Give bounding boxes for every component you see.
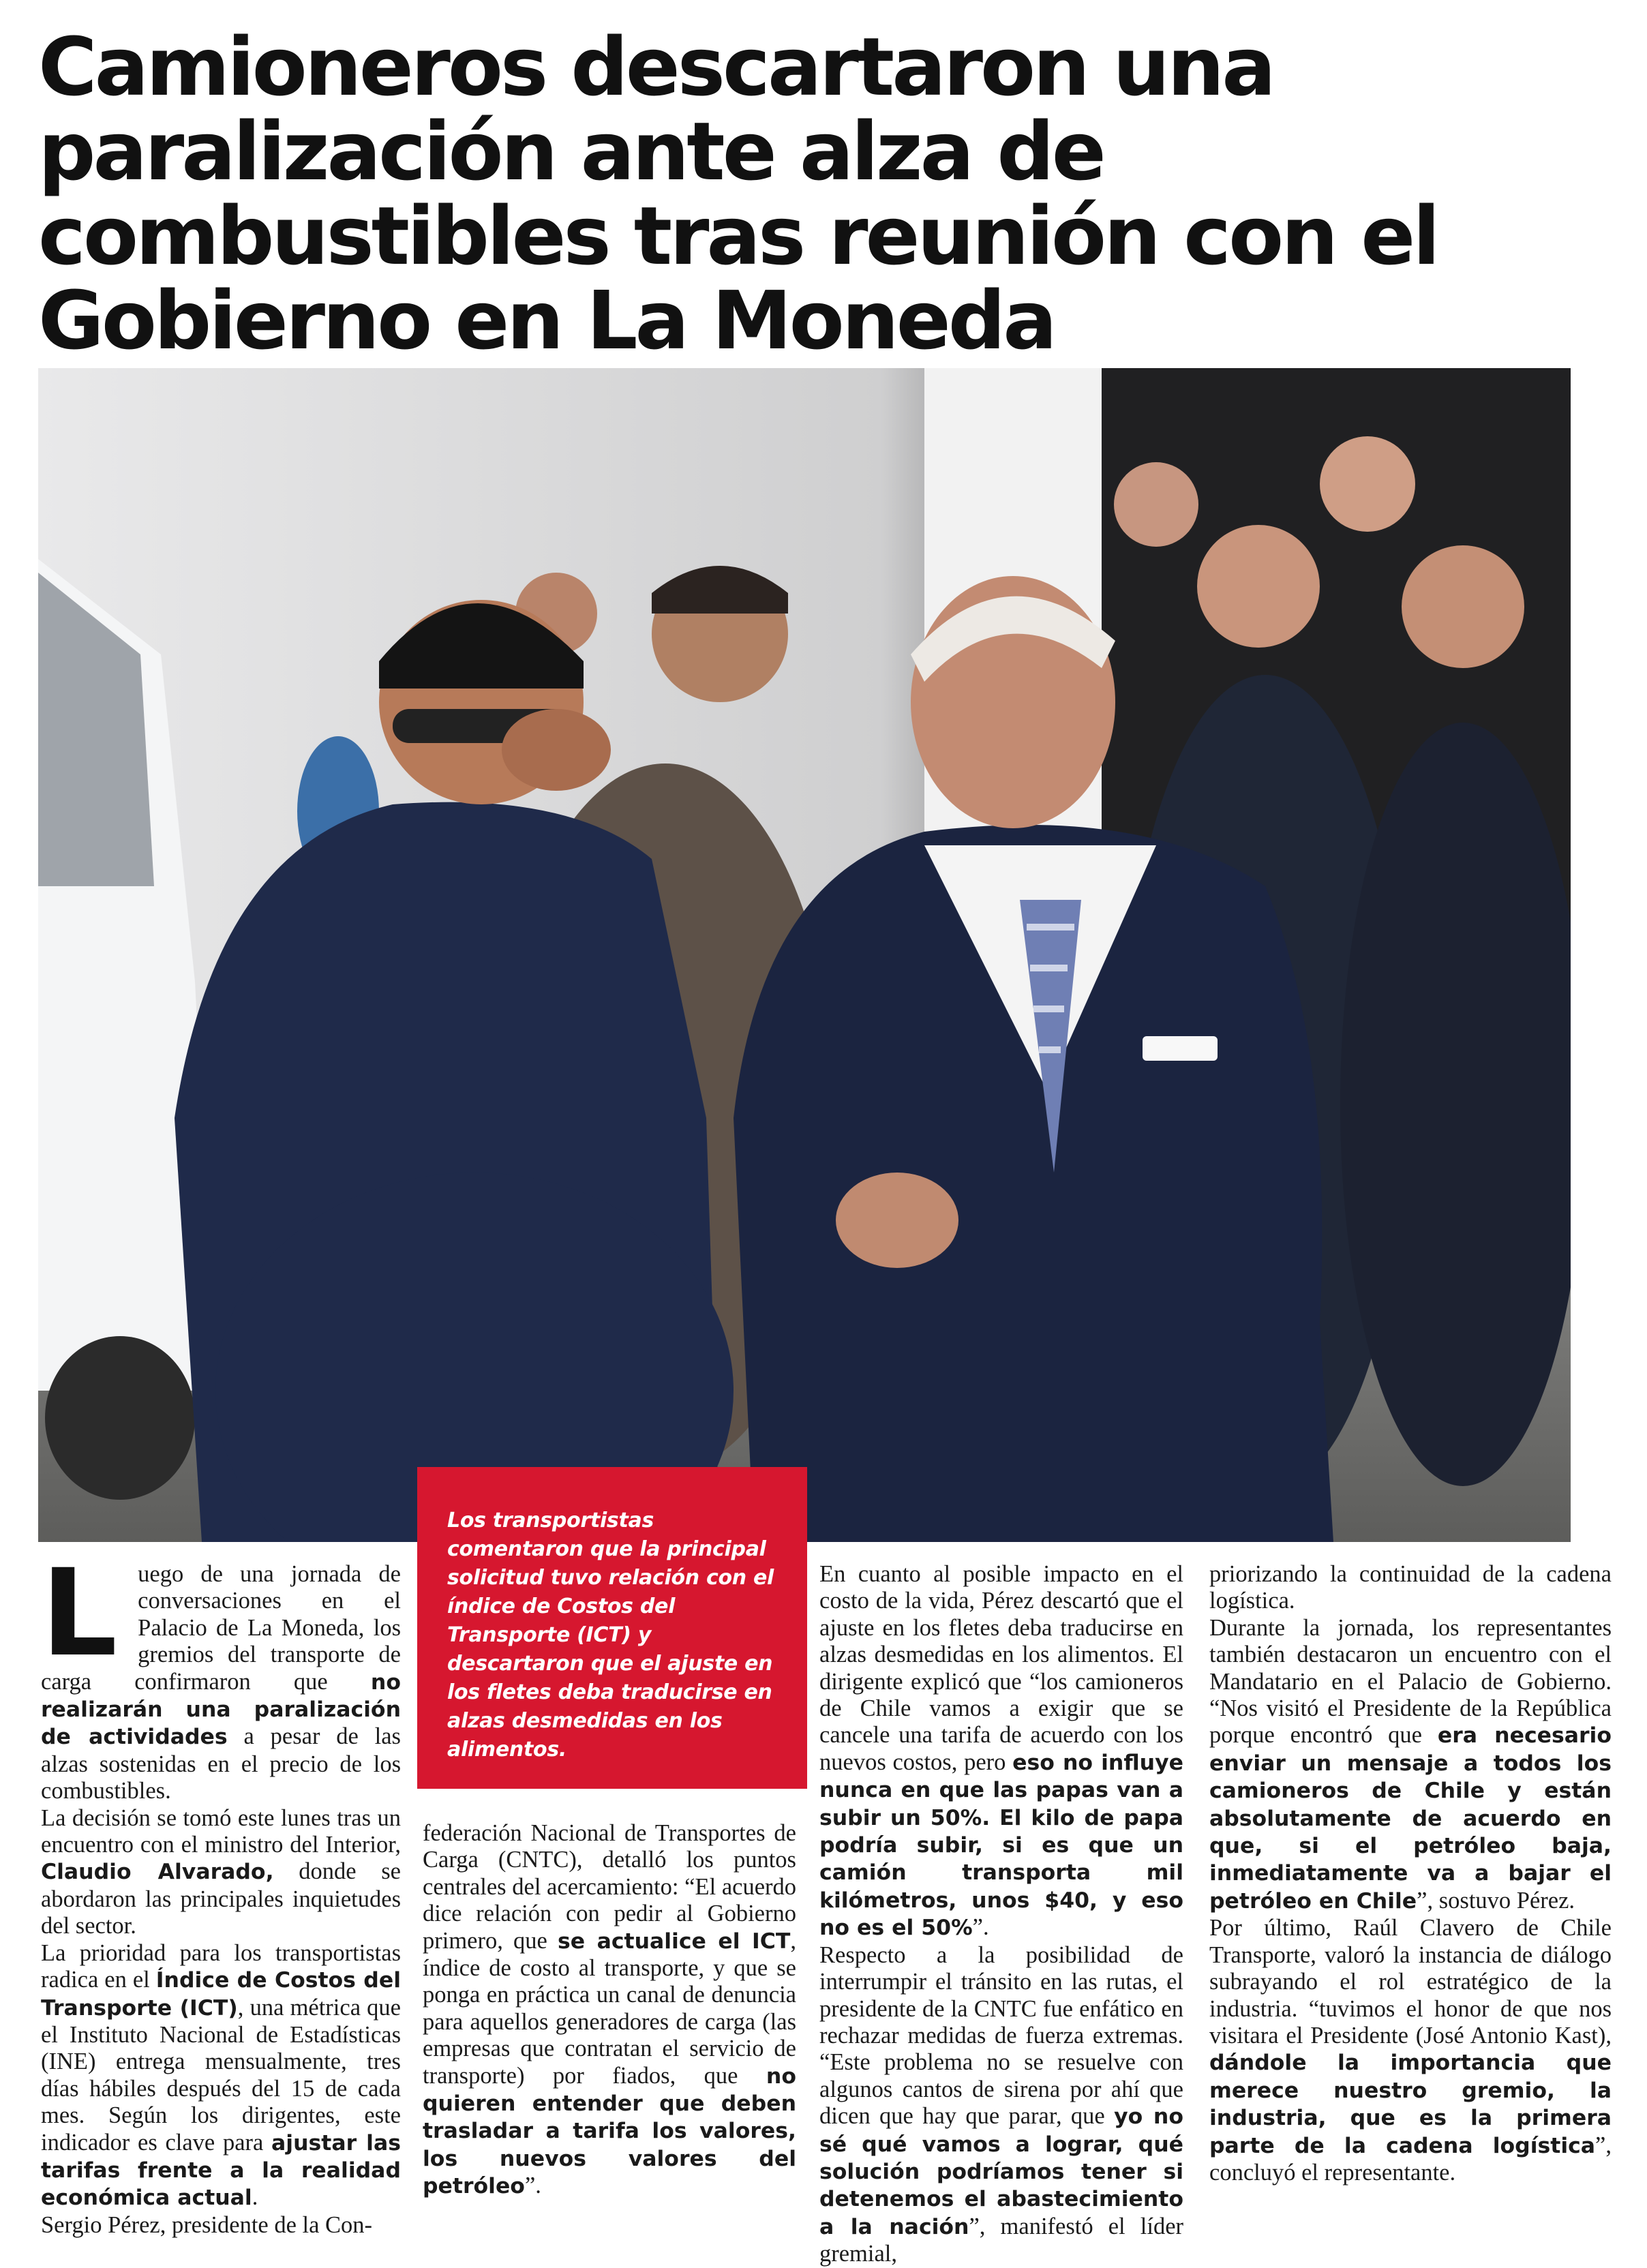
article-column-1	[41, 1543, 401, 2239]
article-column-3	[819, 1561, 1183, 2268]
paragraph: La decisión se tomó este lunes tras un encuentro con el ministro del Interior, Claudio Alvarado, donde se abordaron las principales inquietudes del sector.	[41, 1804, 401, 1939]
paragraph: uego de una jornada de conversaciones en el Palacio de La Moneda, los gremios del transporte de carga confirmaron que no realizarán una paralización de actividades a pesar de las alzas sostenidas en el precio de los combustibles.	[41, 1561, 401, 1804]
article-column-4	[1209, 1561, 1612, 2186]
paragraph: Sergio Pérez, presidente de la Con-	[41, 2211, 373, 2238]
paragraph: Por último, Raúl Clavero de Chile Transporte, valoró la instancia de diálogo subrayando el rol estratégico de la industria. “tuvimos el honor de que nos visitara el Presidente (José Antonio Kast), dándole la importancia que merece nuestro gremio, la industria, que es la primera parte de la cadena logística”, concluyó el representante.	[1209, 1915, 1612, 2186]
article-column-2	[423, 1820, 796, 2201]
news-photo-men-walking-la-moneda-icon	[38, 368, 1571, 1542]
paragraph: Respecto a la posibilidad de interrumpir el tránsito en las rutas, el presidente de la CNTC fue enfático en rechazar medidas de fuerza extremas. “Este problema no se resuelve con algunos cantos de sirena por ahí que dicen que hay que parar, que yo no sé qué vamos a lograr, qué solución podríamos tener si detenemos el abastecimiento a la nación”, manifestó el líder gremial,	[819, 1941, 1183, 2267]
headline: Camioneros descartaron una paralización ante alza de combustibles tras reunión con el Gobierno en La Moneda	[38, 20, 1438, 367]
paragraph: federación Nacional de Transportes de Carga (CNTC), detalló los puntos centrales del acercamiento: “El acuerdo dice relación con pedir al Gobierno primero, que se actualice el ICT, índice de costo al transporte, y que se ponga en práctica un canal de denuncia para aquellos generadores de carga (las empresas que contratan el servicio de transporte) por fiados, que no quieren entender que deben trasladar a tarifa los valores, los nuevos valores del petróleo”.	[423, 1820, 796, 2199]
paragraph: Durante la jornada, los representantes también destacaron un encuentro con el Mandatario en el Palacio de Gobierno. “Nos visitó el Presidente de la República porque encontró que era necesario enviar un mensaje a todos los camioneros de Chile y están absolutamente de acuerdo en que, si el petróleo baja, inmediatamente va a bajar el petróleo en Chile”, sostuvo Pérez.	[1209, 1614, 1612, 1914]
paragraph: La prioridad para los transportistas radica en el Índice de Costos del Transporte (ICT), una métrica que el Instituto Nacional de Estadísticas (INE) entrega mensualmente, tres días hábiles después del 15 de cada mes. Según los dirigentes, este indicador es clave para ajustar las tarifas frente a la realidad económica actual.	[41, 1939, 401, 2211]
paragraph: priorizando la continuidad de la cadena logística.	[1209, 1561, 1612, 1614]
paragraph: En cuanto al posible impacto en el costo de la vida, Pérez descartó que el ajuste en los fletes deba traducirse en alzas desmedidas en los alimentos. El dirigente explicó que “los camioneros de Chile vamos a exigir que se cancele una tarifa de acuerdo con los nuevos costos, pero eso no influye nunca en que las papas van a subir un 50%. El kilo de papa podría subir, si es que un camión transporta mil kilómetros, unos $40, y eso no es el 50%”.	[819, 1561, 1183, 1941]
news-photo	[38, 368, 1571, 1542]
pull-quote-box: Los transportistas comentaron que la principal solicitud tuvo relación con el índice de Costos del Transporte (ICT) y descartaron que el ajuste en los fletes deba traducirse en alzas desmedidas en los alimentos.	[417, 1467, 807, 1789]
drop-cap: L	[41, 1543, 118, 1683]
